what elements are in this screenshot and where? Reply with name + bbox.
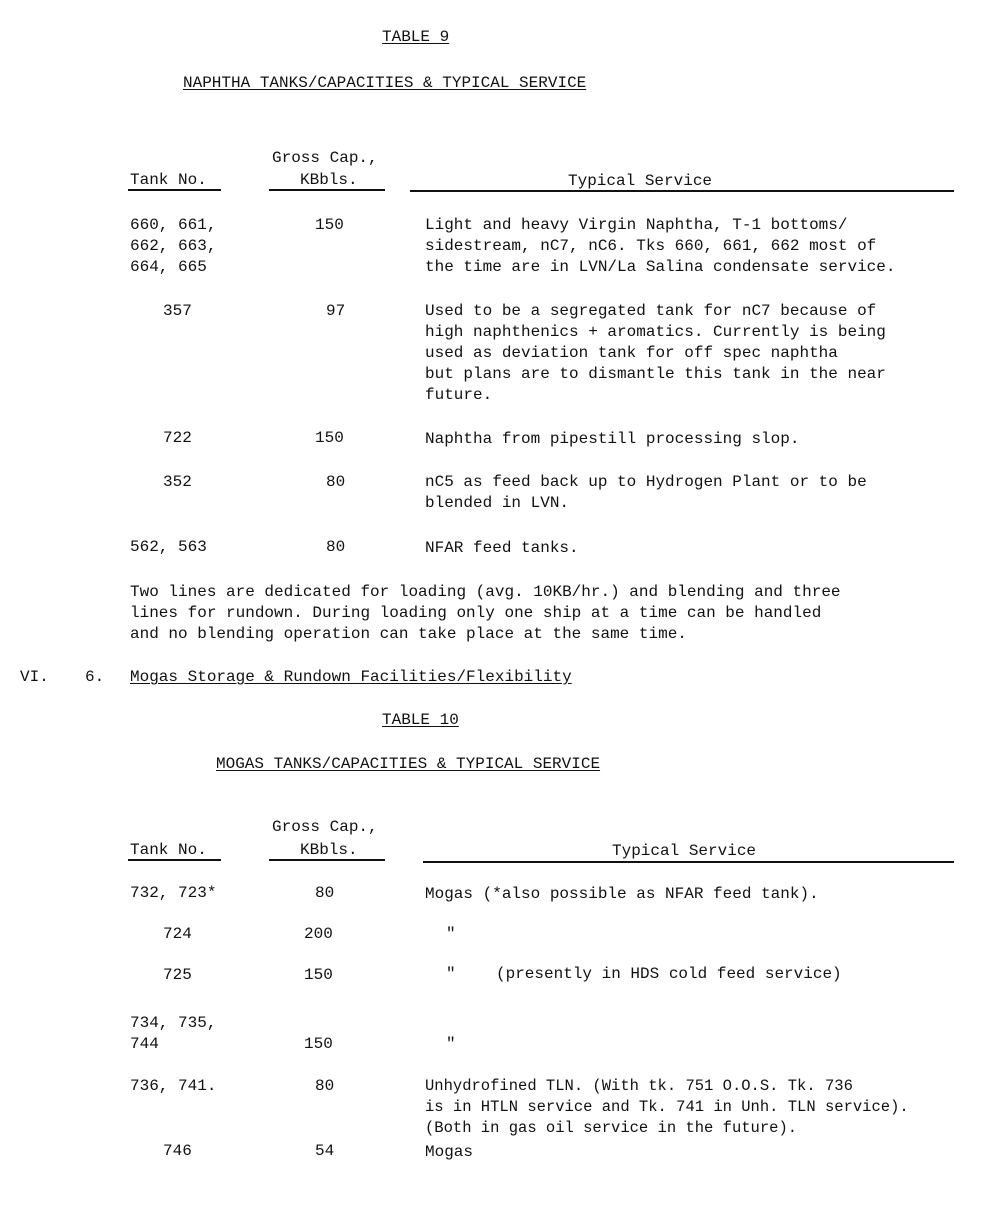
table10-row6-cap: 54 <box>315 1142 335 1160</box>
table10-row1-tank: 732, 723* <box>130 884 217 902</box>
table9-row4-cap: 80 <box>326 473 346 491</box>
table10-row6-tank: 746 <box>163 1142 192 1160</box>
section-roman-numeral: VI. <box>20 668 49 686</box>
table10-header-cap-line1: Gross Cap., <box>272 818 378 836</box>
table10-rule-cap <box>269 859 385 861</box>
table9-row4-service: nC5 as feed back up to Hydrogen Plant or to be blended in LVN. <box>425 473 867 512</box>
table10-row4-tank: 734, 735, 744 <box>130 1014 217 1053</box>
table9-rule-cap <box>269 189 385 191</box>
table9-row3-tank: 722 <box>163 429 192 447</box>
table9-header-tank: Tank No. <box>130 171 207 189</box>
table10-row3-tank: 725 <box>163 966 192 984</box>
table10-rule-tank <box>128 859 221 861</box>
section-title: Mogas Storage & Rundown Facilities/Flexibility <box>130 668 572 686</box>
table10-row2-cap: 200 <box>304 925 333 943</box>
table9-row5-service: NFAR feed tanks. <box>425 539 579 557</box>
table9-title: NAPHTHA TANKS/CAPACITIES & TYPICAL SERVICE <box>183 74 587 92</box>
table9-row3-cap: 150 <box>315 429 344 447</box>
table10-row2-service: " <box>446 925 456 943</box>
table9-row1-cap: 150 <box>315 216 344 234</box>
table9-row1-service: Light and heavy Virgin Naphtha, T-1 bottoms/ sidestream, nC7, nC6. Tks 660, 661, 662 most of the time are in LVN/La Salina condensate service. <box>425 216 896 276</box>
table10-row4-service: " <box>446 1035 456 1053</box>
table10-rule-service <box>423 861 954 863</box>
section-number: 6. <box>85 668 105 686</box>
table10-row5-tank: 736, 741. <box>130 1077 217 1095</box>
table9-row2-cap: 97 <box>326 302 346 320</box>
table10-header-cap-line2: KBbls. <box>300 841 358 859</box>
table9-row5-cap: 80 <box>326 538 346 556</box>
table9-row3-service: Naphtha from pipestill processing slop. <box>425 430 800 448</box>
table9-row4-tank: 352 <box>163 473 192 491</box>
table9-row2-tank: 357 <box>163 302 192 320</box>
table10-row4-cap: 150 <box>304 1035 333 1053</box>
body-paragraph: Two lines are dedicated for loading (avg. 10KB/hr.) and blending and three lines for rundown. During loading only one ship at a time can be handled and no blending operation can take place at the same time. <box>130 583 841 643</box>
table10-row3-cap: 150 <box>304 966 333 984</box>
table9-rule-service <box>410 190 954 192</box>
table10-row3-service: (presently in HDS cold feed service) <box>496 965 842 983</box>
table10-row2-tank: 724 <box>163 925 192 943</box>
table9-rule-tank <box>128 189 221 191</box>
table9-row2-service: Used to be a segregated tank for nC7 because of high naphthenics + aromatics. Currently is being used as deviation tank for off spec naphtha but plans are to dismantle this tank in the near future. <box>425 302 886 404</box>
table9-header-service: Typical Service <box>568 172 713 190</box>
table10-row3-ditto: " <box>446 965 456 983</box>
table10-row5-service: Unhydrofined TLN. (With tk. 751 O.O.S. Tk. 736 is in HTLN service and Tk. 741 in Unh. TLN service). (Both in gas oil service in the future). <box>425 1077 909 1137</box>
table10-header-tank: Tank No. <box>130 841 207 859</box>
table10-row5-cap: 80 <box>315 1077 335 1095</box>
table10-row1-service: Mogas (*also possible as NFAR feed tank). <box>425 885 819 903</box>
table10-header-service: Typical Service <box>612 842 757 860</box>
table9-number: TABLE 9 <box>382 28 450 46</box>
table10-number: TABLE 10 <box>382 711 459 729</box>
table10-title: MOGAS TANKS/CAPACITIES & TYPICAL SERVICE <box>216 755 601 773</box>
table9-row5-tank: 562, 563 <box>130 538 207 556</box>
table10-row6-service: Mogas <box>425 1143 474 1161</box>
table9-header-cap-line1: Gross Cap., <box>272 149 378 167</box>
table9-row1-tank: 660, 661, 662, 663, 664, 665 <box>130 216 217 276</box>
table10-row1-cap: 80 <box>315 884 335 902</box>
table9-header-cap-line2: KBbls. <box>300 171 358 189</box>
